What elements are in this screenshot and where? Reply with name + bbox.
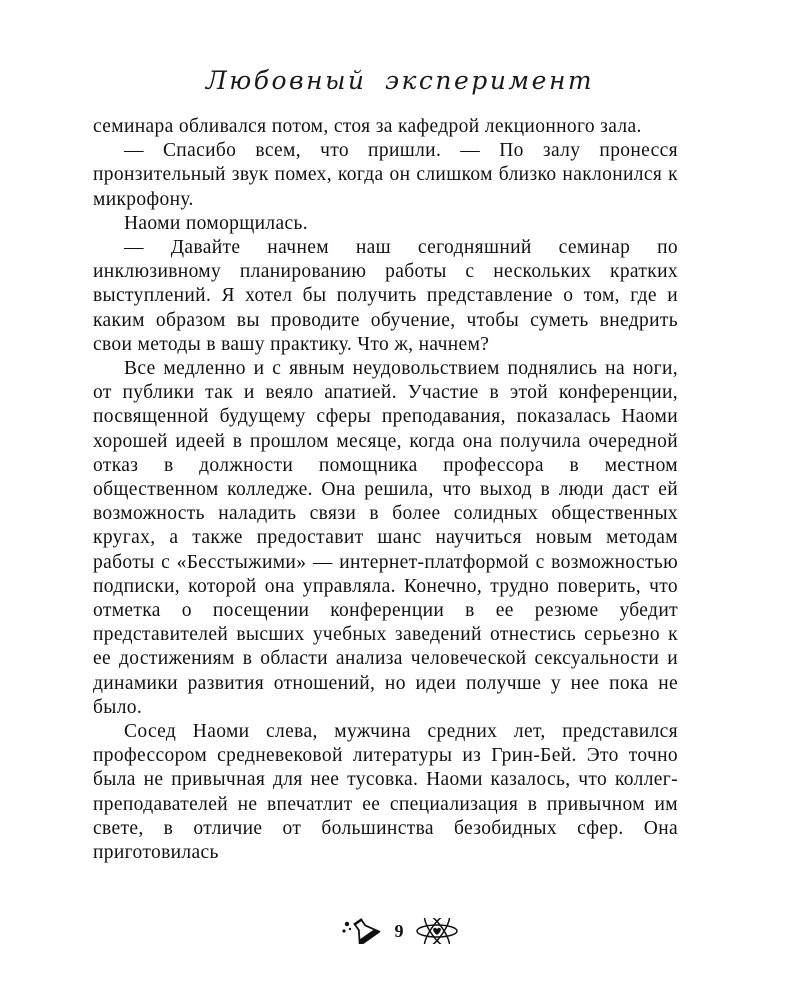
atom-icon [414,918,460,944]
paragraph: Наоми поморщилась. [124,212,308,234]
paragraph: — Давайте начнем наш сегодняшний семинар по инклюзивному планированию работы с нескольких кратких выступлений. Я хотел бы получить представление о том, где и каким образом вы проводите обучение, чтобы суметь внедрить свои методы в вашу практику. Что ж, начнем? [93,237,678,355]
page-number: 9 [394,920,404,941]
paragraph: — Спасибо всем, что пришли. — По залу пронесся пронзительный звук помех, когда он слишком близко наклонился к микрофону. [93,140,678,210]
flask-icon [341,918,385,944]
paragraph: Все медленно и с явным неудовольствием поднялись на ноги, от публики так и веяло апатией. Участие в этой конференции, посвященной будущему сферы преподавания, показалась Наоми хорошей идеей в прошлом месяце, когда она получила очередной отказ в должности помощника профессора в местном общественном колледже. Она решила, что выход в люди даст ей возможность наладить связи в более солидных общественных кругах, а также предоставит шанс научиться новым методам работы с «Бесстыжими» — интернет-платформой с возможностью подписки, которой она управляла. Конечно, трудно поверить, что отметка о посещении конференции в ее резюме убедит представителей высших учебных заведений отнестись серьезно к ее достижениям в области анализа человеческой сексуальности и динамики развития отношений, но идеи получше у нее пока не было. [93,358,678,718]
body-text [93,115,678,865]
paragraph: семинара обливался потом, стоя за кафедрой лекционного зала. [93,116,642,137]
paragraph: Сосед Наоми слева, мужчина средних лет, представился профессором средневековой литературы из Грин-Бей. Это точно была не привычная для нее тусовка. Наоми казалось, что коллег-преподавателей не впечатлит ее специализация в привычном им свете, в отличие от большинства безобидных сфер. Она приготовилась [93,721,678,864]
running-head: Любовный эксперимент [205,66,595,95]
page-footer [0,918,800,944]
